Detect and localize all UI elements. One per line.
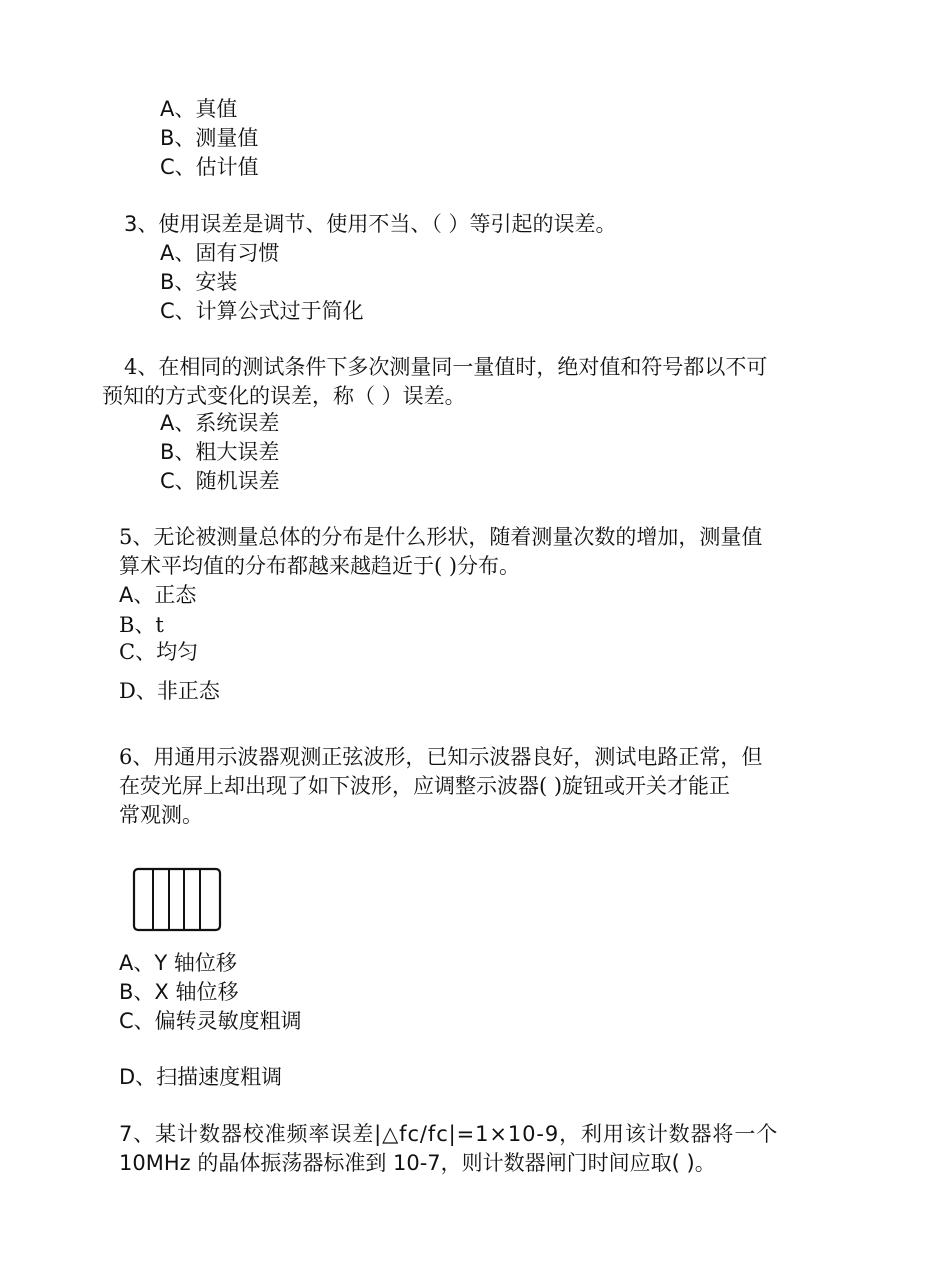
q4-option-b: B、粗大误差 <box>160 440 280 464</box>
q6-question-line1: 6、用通用示波器观测正弦波形，已知示波器良好，测试电路正常，但 <box>119 745 763 769</box>
q5-question-line1: 5、无论被测量总体的分布是什么形状，随着测量次数的增加，测量值 <box>119 525 763 549</box>
q7-question-line1: 7、某计数器校准频率误差|△fc/fc|=1×10-9，利用该计数器将一个 <box>119 1122 779 1146</box>
q6-question-line2: 在荧光屏上却出现了如下波形，应调整示波器( )旋钮或开关才能正 <box>119 774 731 798</box>
q2-option-a: A、真值 <box>160 97 238 121</box>
q6-option-a: A、Y 轴位移 <box>119 951 237 975</box>
q5-option-a: A、正态 <box>119 583 197 607</box>
q5-option-b: B、t <box>119 613 164 637</box>
q6-question-line3: 常观测。 <box>119 803 203 827</box>
q6-option-c: C、偏转灵敏度粗调 <box>119 1009 302 1033</box>
q6-option-b: B、X 轴位移 <box>119 980 239 1004</box>
q2-option-c: C、估计值 <box>160 155 259 179</box>
q3-option-c: C、计算公式过于简化 <box>160 299 364 323</box>
q4-option-c: C、随机误差 <box>160 469 280 493</box>
q6-option-d: D、扫描速度粗调 <box>119 1065 283 1089</box>
q5-option-d: D、非正态 <box>119 679 220 703</box>
oscilloscope-waveform-figure <box>131 866 225 934</box>
q3-option-a: A、固有习惯 <box>160 241 280 265</box>
q2-option-b: B、测量值 <box>160 126 259 150</box>
q5-option-c: C、均匀 <box>119 640 199 664</box>
q7-question-line2: 10MHz 的晶体振荡器标准到 10-7，则计数器闸门时间应取( )。 <box>119 1151 716 1175</box>
q5-question-line2: 算术平均值的分布都越来越趋近于( )分布。 <box>119 554 521 578</box>
q4-question-line1: 4、在相同的测试条件下多次测量同一量值时，绝对值和符号都以不可 <box>124 355 768 379</box>
q3-question: 3、使用误差是调节、使用不当、（ ）等引起的误差。 <box>124 212 617 236</box>
q3-option-b: B、安装 <box>160 270 238 294</box>
q4-option-a: A、系统误差 <box>160 411 280 435</box>
q4-question-line2: 预知的方式变化的误差，称（ ）误差。 <box>102 384 466 408</box>
